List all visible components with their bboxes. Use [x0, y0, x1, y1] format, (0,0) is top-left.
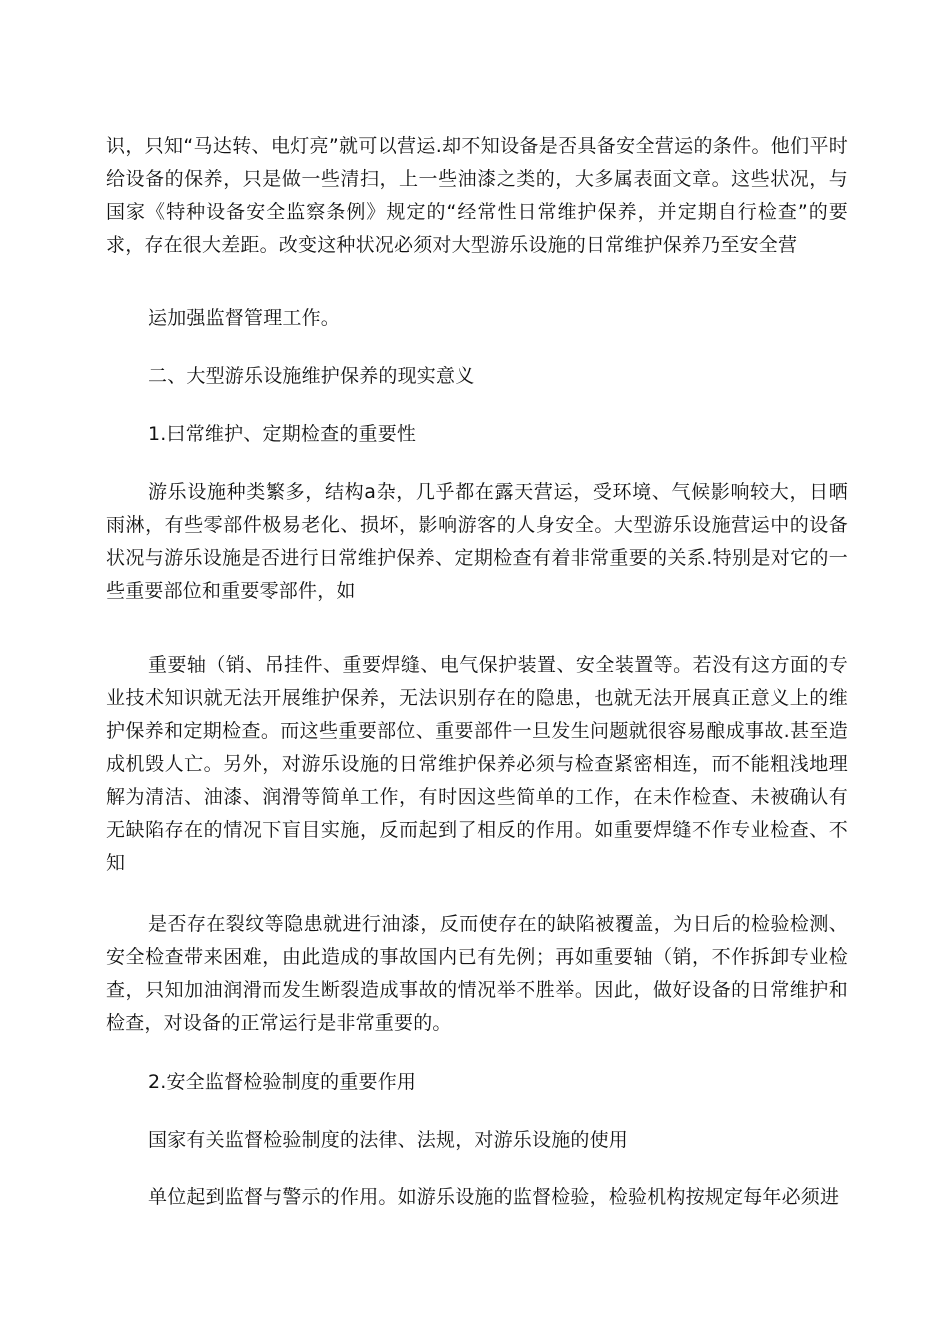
subsection-heading-2-2: 2.安全监督检验制度的重要作用: [148, 1071, 417, 1093]
paragraph-variety: 游乐设施种类繁多，结构a杂，几乎都在露天营运，受环境、气候影响较大，日晒雨淋，有些零部件极易老化、损坏，影响游客的人身安全。大型游乐设施营运中的设备状况与游乐设施是否进行日常维护保养、定期检查有着非常重要的关系.特别是对它的一些重要部位和重要零部件，如: [106, 481, 848, 602]
paragraph-coating-example: 是否存在裂纹等隐患就进行油漆，反而使存在的缺陷被覆盖，为日后的检验检测、安全检查带来困难，由此造成的事故国内已有先例；再如重要轴（销，不作拆卸专业检查，只知加油润滑而发生断裂造成事故的情况举不胜举。因此，做好设备的日常维护和检查，对设备的正常运行是非常重要的。: [106, 913, 848, 1034]
paragraph-laws: 国家有关监督检验制度的法律、法规，对游乐设施的使用: [148, 1129, 629, 1151]
paragraph-supervision: 运加强监督管理工作。: [148, 307, 341, 329]
section-heading-2: 二、大型游乐设施维护保养的现实意义: [148, 365, 475, 387]
paragraph-inspection: 单位起到监督与警示的作用。如游乐设施的监督检验，检验机构按规定每年必须进: [148, 1186, 840, 1208]
paragraph-key-parts: 重要轴（销、吊挂件、重要焊缝、电气保护装置、安全装置等。若没有这方面的专业技术知识就无法开展维护保养，无法识别存在的隐患，也就无法开展真正意义上的维护保养和定期检查。而这些重要部位、重要部件一旦发生问题就很容易酿成事故.甚至造成机毁人亡。另外，对游乐设施的日常维护保养必须与检查紧密相连，而不能粗浅地理解为清洁、油漆、润滑等简单工作，有时因这些简单的工作，在未作检查、未被确认有无缺陷存在的情况下盲目实施，反而起到了相反的作用。如重要焊缝不作专业检查、不知: [106, 654, 848, 874]
paragraph-intro-continued: 识，只知“马达转、电灯亮”就可以营运.却不知设备是否具备安全营运的条件。他们平时给设备的保养，只是做一些清扫，上一些油漆之类的，大多属表面文章。这些状况，与国家《特种设备安全监察条例》规定的“经常性日常维护保养，并定期自行检查”的要求，存在很大差距。改变这种状况必须对大型游乐设施的日常维护保养乃至安全营: [106, 135, 848, 256]
subsection-heading-2-1: 1.曰常维护、定期检查的重要性: [148, 423, 417, 445]
